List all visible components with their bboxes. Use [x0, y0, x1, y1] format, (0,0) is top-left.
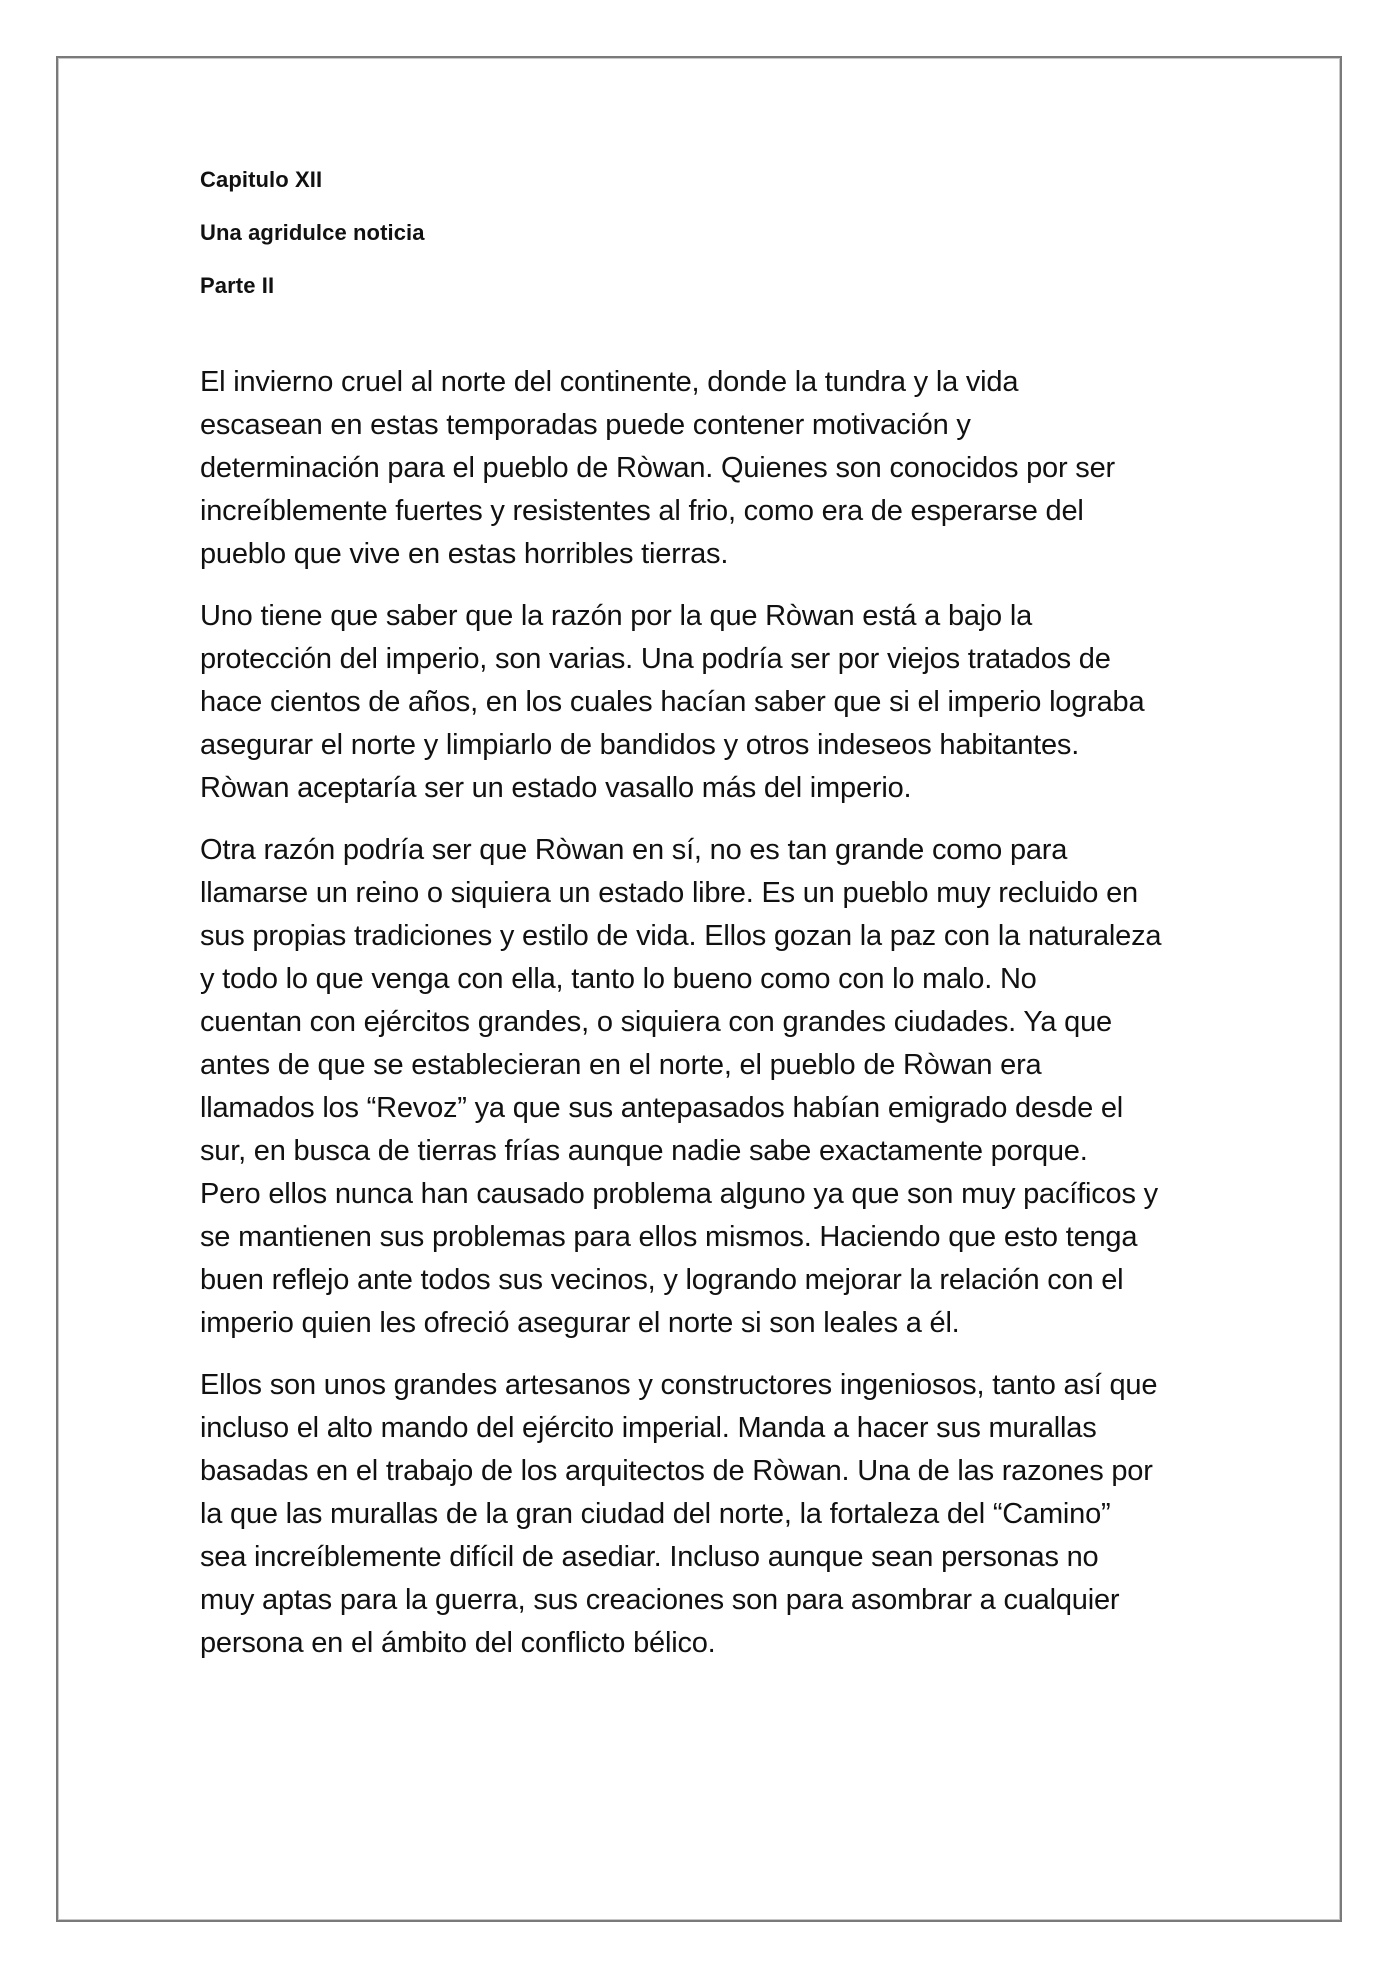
document-body — [200, 361, 1200, 1665]
paragraph: El invierno cruel al norte del continente, donde la tundra y la vida escasean en estas temporadas puede contener motivación y determinación para el pueblo de Ròwan. Quienes son conocidos por ser increíblemente fuertes y resistentes al frio, como era de esperarse del pueblo que vive en estas horribles tierras. — [200, 366, 1115, 570]
chapter-subtitle: Una agridulce noticia — [200, 220, 425, 245]
paragraph: Otra razón podría ser que Ròwan en sí, no es tan grande como para llamarse un reino o siquiera un estado libre. Es un pueblo muy recluido en sus propias tradiciones y estilo de vida. Ellos gozan la paz con la naturaleza y todo lo que venga con ella, tanto lo bueno como con lo malo. No cuentan con ejércitos grandes, o siquiera con grandes ciudades. Ya que antes de que se establecieran en el norte, el pueblo de Ròwan era llamados los “Revoz” ya que sus antepasados habían emigrado desde el sur, en busca de tierras frías aunque nadie sabe exactamente porque. Pero ellos nunca han causado problema alguno ya que son muy pacíficos y se mantienen sus problemas para ellos mismos. Haciendo que esto tenga buen reflejo ante todos sus vecinos, y logrando mejorar la relación con el imperio quien les ofreció asegurar el norte si son leales a él. — [200, 834, 1162, 1339]
part-heading: Parte II — [200, 273, 275, 298]
document-content — [200, 165, 1200, 1684]
chapter-heading: Capitulo XII — [200, 167, 323, 192]
paragraph: Ellos son unos grandes artesanos y constructores ingeniosos, tanto así que incluso el alto mando del ejército imperial. Manda a hacer sus murallas basadas en el trabajo de los arquitectos de Ròwan. Una de las razones por la que las murallas de la gran ciudad del norte, la fortaleza del “Camino” sea increíblemente difícil de asediar. Incluso aunque sean personas no muy aptas para la guerra, sus creaciones son para asombrar a cualquier persona en el ámbito del conflicto bélico. — [200, 1369, 1158, 1659]
paragraph: Uno tiene que saber que la razón por la que Ròwan está a bajo la protección del imperio, son varias. Una podría ser por viejos tratados de hace cientos de años, en los cuales hacían saber que si el imperio lograba asegurar el norte y limpiarlo de bandidos y otros indeseos habitantes. Ròwan aceptaría ser un estado vasallo más del imperio. — [200, 600, 1145, 804]
